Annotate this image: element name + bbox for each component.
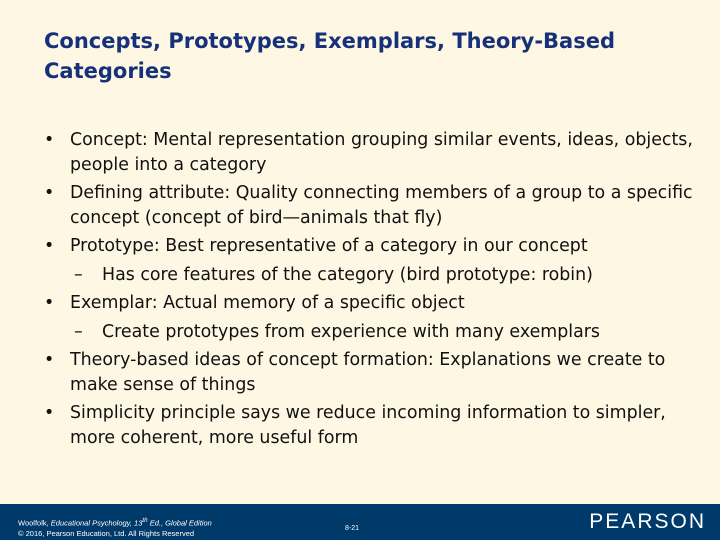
- bullet-text: Prototype: Best representative of a category in our concept: [70, 236, 588, 256]
- slide-title: Concepts, Prototypes, Exemplars, Theory-Based Categories: [44, 29, 615, 83]
- bullet-icon: •: [44, 293, 55, 313]
- credit-author: Woolfolk,: [18, 518, 51, 528]
- bullet-icon: •: [44, 183, 55, 203]
- pearson-logo: PEARSON: [589, 510, 706, 533]
- bullet-text: Simplicity principle says we reduce incoming information to simpler, more coherent, more useful form: [70, 403, 666, 448]
- bullet-text: Defining attribute: Quality connecting members of a group to a specific concept (concept of bird—animals that fly): [70, 183, 693, 228]
- bullet-item: [44, 181, 704, 230]
- bullet-item: [44, 234, 704, 259]
- slide-body: [44, 128, 704, 454]
- credit-edition: Ed., Global Edition: [147, 518, 212, 528]
- sub-bullet-text: Has core features of the category (bird prototype: robin): [102, 264, 593, 285]
- bullet-icon: •: [44, 236, 55, 256]
- page-number: 8-21: [345, 525, 360, 532]
- bullet-icon: •: [44, 350, 55, 370]
- book-citation: [18, 516, 212, 529]
- credit-sup: th: [142, 517, 148, 524]
- bullet-icon: •: [44, 130, 55, 150]
- sub-bullet-item: [44, 320, 704, 345]
- sub-bullet-item: [44, 263, 704, 288]
- bullet-item: [44, 348, 704, 397]
- sub-bullet-text: Create prototypes from experience with many exemplars: [102, 321, 600, 342]
- bullet-text: Theory-based ideas of concept formation: Explanations we create to make sense of things: [70, 350, 666, 395]
- footer-bar: [0, 504, 720, 540]
- bullet-text: Concept: Mental representation grouping similar events, ideas, objects, people into a category: [70, 130, 693, 175]
- credit-book: Educational Psychology, 13: [50, 518, 143, 528]
- dash-icon: –: [74, 321, 83, 342]
- bullet-item: [44, 291, 704, 316]
- dash-icon: –: [74, 264, 83, 285]
- bullet-icon: •: [44, 403, 55, 423]
- bullet-text: Exemplar: Actual memory of a specific object: [70, 293, 465, 313]
- footer-credit: [18, 516, 212, 539]
- copyright-text: © 2016, Pearson Education, Ltd. All Rights Reserved: [18, 528, 195, 538]
- bullet-item: [44, 401, 704, 450]
- bullet-item: [44, 128, 704, 177]
